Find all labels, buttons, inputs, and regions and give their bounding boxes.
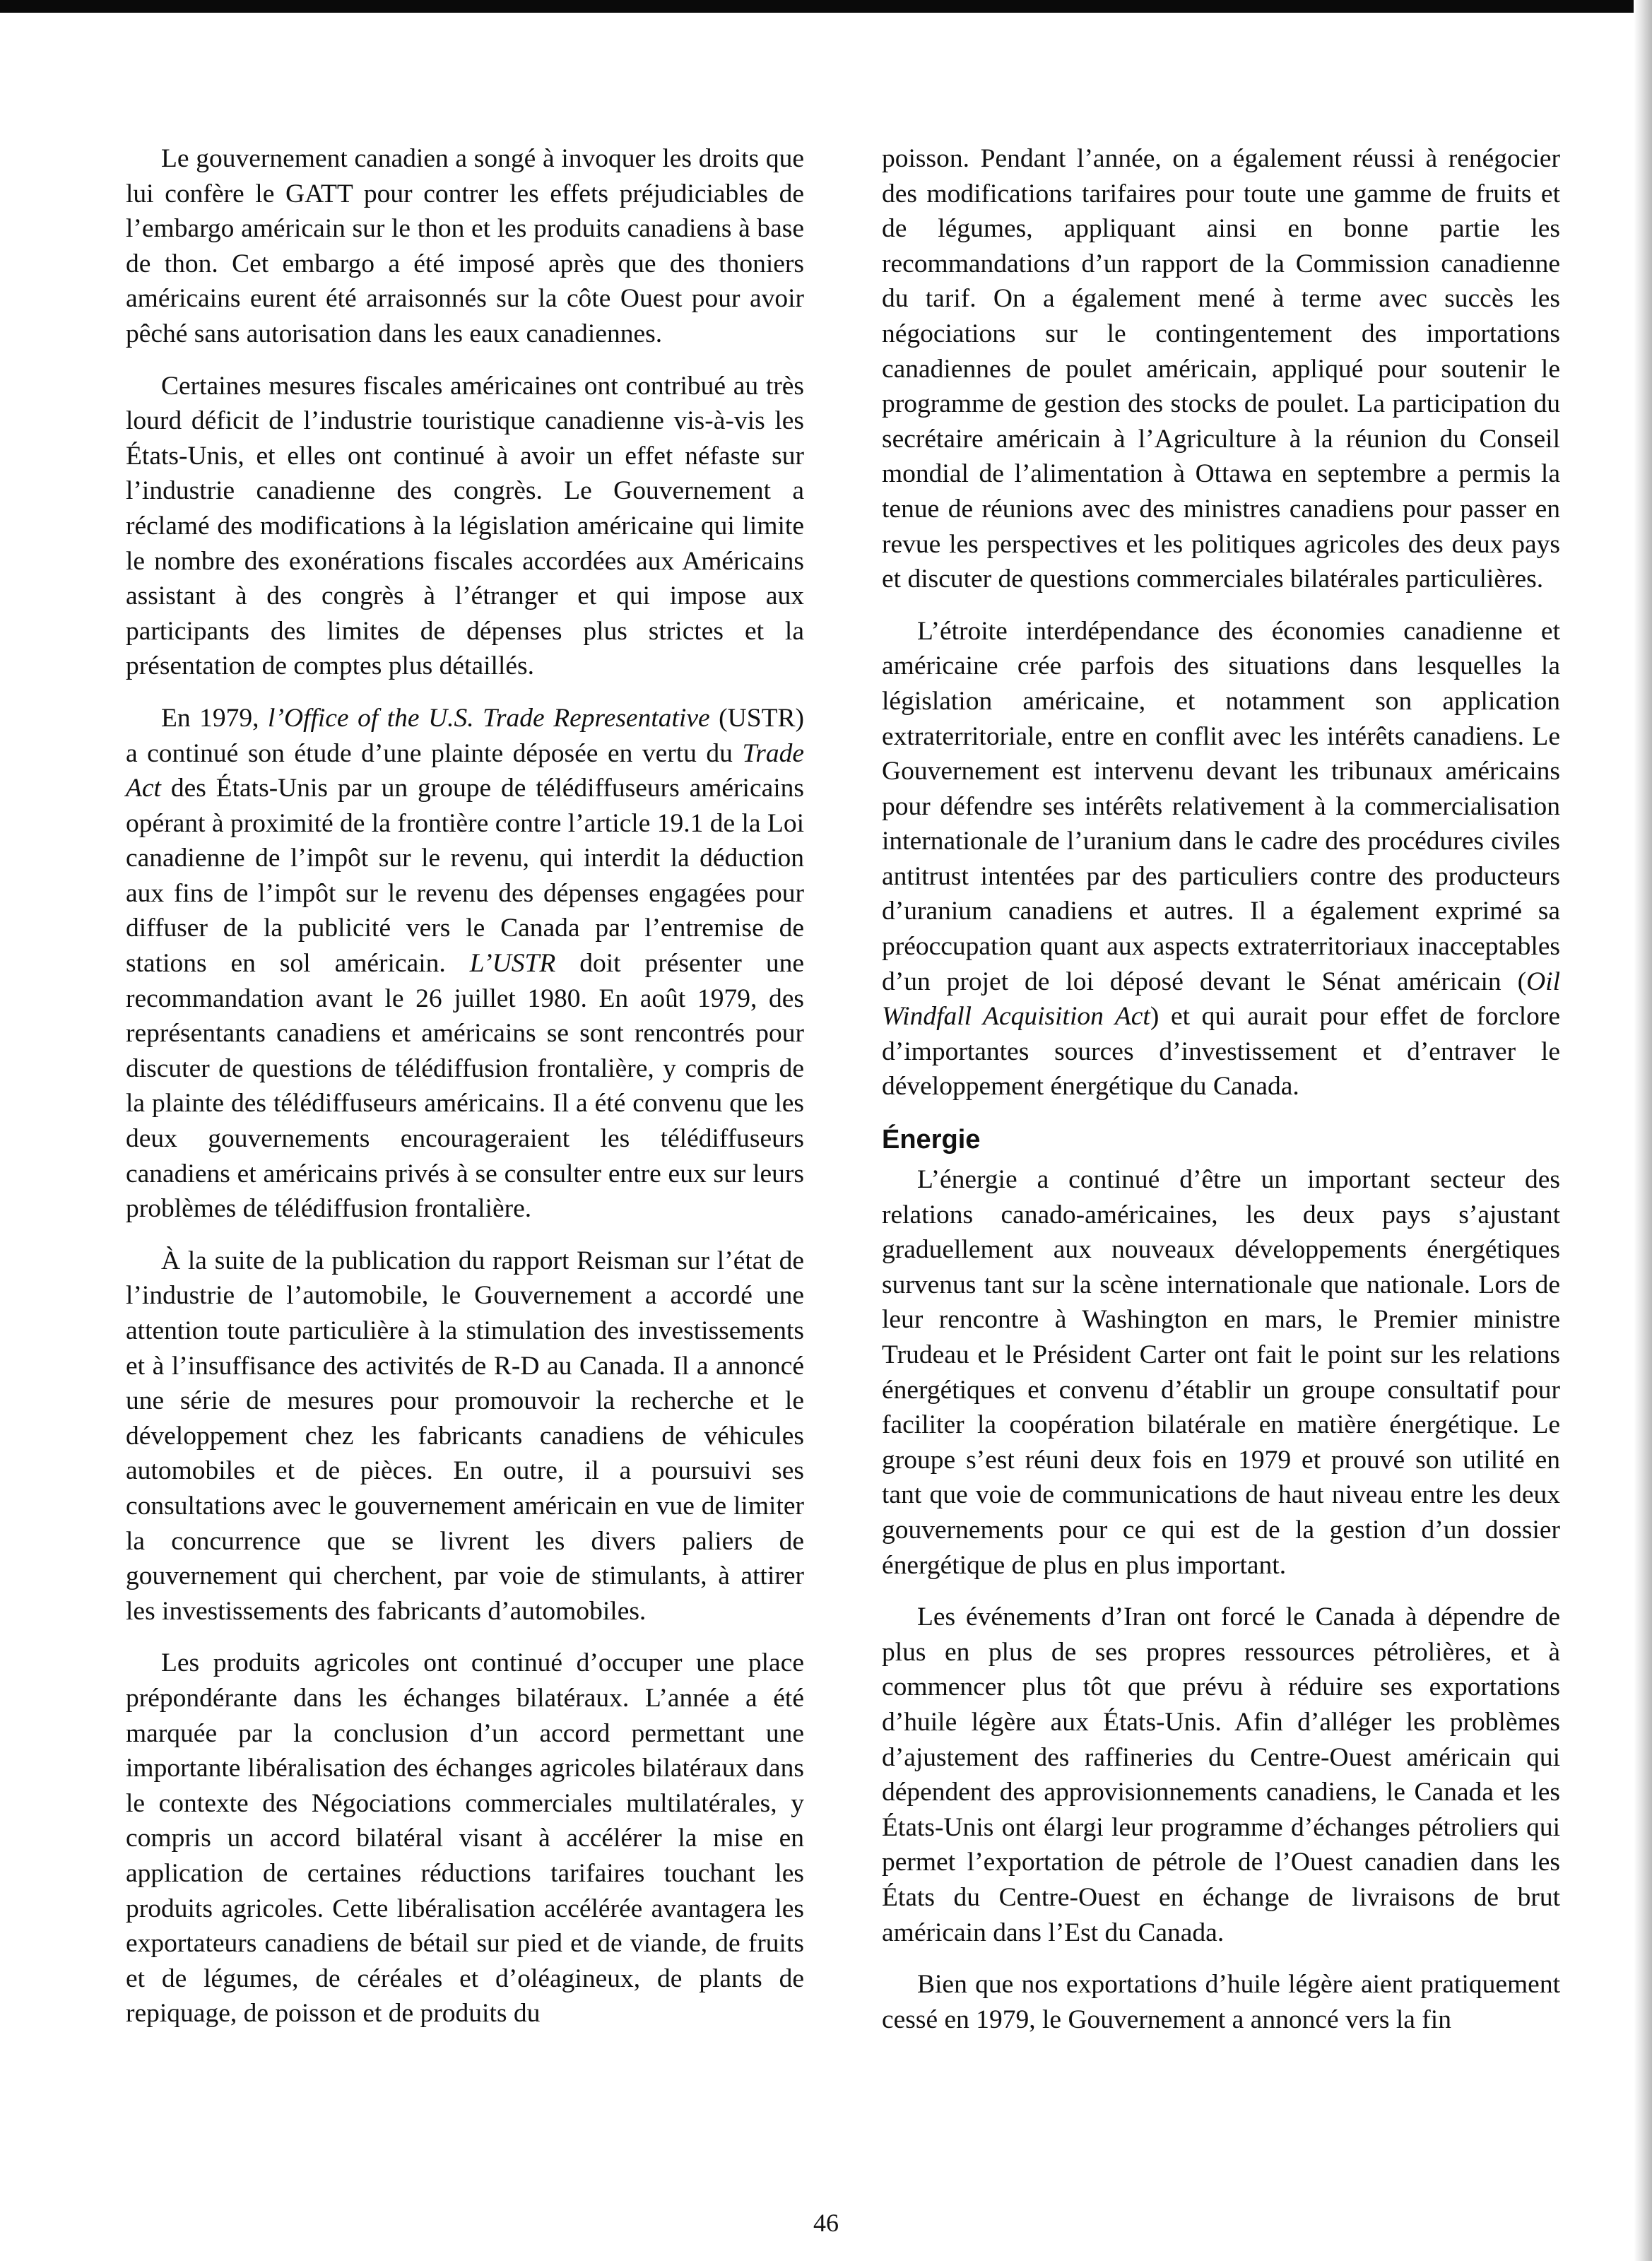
paragraph-extraterritoriality (882, 614, 1560, 1104)
paragraph-tax-measures: Certaines mesures fiscales américaines ont contribué au très lourd déficit de l’industrie touristique canadienne vis-à-vis les États-Unis, et elles ont continué à avoir un effet néfaste sur l’industrie canadienne des congrès. Le Gouvernement a réclamé des modifications à la législation américaine qui limite le nombre des exonérations fiscales accordées aux Américains assistant à des congrès à l’étranger et qui impose aux participants des limites de dépenses plus strictes et la présentation de comptes plus détaillés. (126, 371, 804, 681)
italic-run: l’Office of the U.S. Trade Representative (268, 703, 710, 733)
text-run: des États-Unis par un groupe de télédiffuseurs américains opérant à proximité de la frontière contre l’article 19.1 de la Loi canadienne de l’impôt sur le revenu, qui interdit la déduction aux fins de l’impôt sur le revenu des dépenses engagées pour diffuser de la publicité vers le Canada par l’entremise de stations en sol américain. (126, 774, 805, 979)
section-heading-energie: Énergie (882, 1125, 981, 1155)
text-run: (USTR) a continué son étude d’une plainte déposée en vertu du (126, 703, 804, 768)
paragraph-light-oil-exports: Bien que nos exportations d’huile légère aient pratiquement cessé en 1979, le Gouvernement a annoncé vers la fin (882, 1970, 1560, 2034)
right-column (882, 141, 1560, 2054)
text-run: En 1979, (161, 703, 269, 733)
italic-run: Oil Windfall Acquisition Act (882, 967, 1560, 1032)
text-run: L’étroite interdépendance des économies canadienne et américaine crée parfois des situations dans lesquelles la législation américaine, et notamment son application extraterritoriale, entre en conflit avec les intérêts canadiens. Le Gouvernement est intervenu devant les tribunaux américains pour défendre ses intérêts relativement à la commercialisation internationale de l’uranium dans le cadre des procédures civiles antitrust intentées par des particuliers contre des producteurs d’uranium canadiens et autres. Il a également exprimé sa préoccupation quant aux aspects extraterritoriaux inacceptables d’un projet de loi déposé devant le Sénat américain ( (882, 616, 1560, 996)
scan-top-edge (0, 0, 1652, 13)
paragraph-iran-events: Les événements d’Iran ont forcé le Canada à dépendre de plus en plus de ses propres ressources pétrolières, et à commencer plus tôt que prévu à réduire ses exportations d’huile légère aux États-Unis. Afin d’alléger les problèmes d’ajustement des raffineries du Centre-Ouest américain qui dépendent des approvisionnements canadiens, le Canada et les États-Unis ont élargi leur programme d’échanges pétroliers qui permet l’exportation de pétrole de l’Ouest canadien dans les États du Centre-Ouest en échange de livraisons de brut américain dans l’Est du Canada. (882, 1602, 1560, 1947)
scan-right-edge (1634, 0, 1652, 2261)
paragraph-ustr (126, 701, 804, 1227)
text-run: ) et qui aurait pour effet de forclore d’importantes sources d’investissement et d’entraver le développement énergétique du Canada. (882, 1002, 1560, 1102)
italic-run: Trade Act (126, 738, 804, 803)
paragraph-automobile: À la suite de la publication du rapport Reisman sur l’état de l’industrie de l’automobile, le Gouvernement a accordé une attention toute particulière à la stimulation des investissements et à l’insuffisance des activités de R-D au Canada. Il a annoncé une série de mesures pour promouvoir la recherche et le développement chez les fabricants canadiens de véhicules automobiles et de pièces. En outre, il a poursuivi ses consultations avec le gouvernement américain en vue de limiter la concurrence que se livrent les divers paliers de gouvernement qui cherchent, par voie de stimulants, à attirer les investissements des fabricants d’automobiles. (126, 1246, 804, 1626)
text-run: doit présenter une recommandation avant le 26 juillet 1980. En août 1979, des représentants canadiens et américains se sont rencontrés pour discuter de questions de télédiffusion frontalière, y compris de la plainte des télédiffuseurs américains. Il a été convenu que les deux gouvernements encourageraient les télédiffuseurs canadiens et américains privés à se consulter entre eux sur leurs problèmes de télédiffusion frontalière. (126, 949, 804, 1224)
paragraph-tuna-embargo: Le gouvernement canadien a songé à invoquer les droits que lui confère le GATT pour contrer les effets préjudiciables de l’embargo américain sur le thon et les produits canadiens à base de thon. Cet embargo a été imposé après que des thoniers américains eurent été arraisonnés sur la côte Ouest pour avoir pêché sans autorisation dans les eaux canadiennes. (126, 144, 804, 348)
italic-run: L’USTR (469, 949, 556, 979)
page-number: 46 (813, 2209, 839, 2237)
paragraph-agriculture: Les produits agricoles ont continué d’occuper une place prépondérante dans les échanges bilatéraux. L’année a été marquée par la conclusion d’un accord permettant une importante libéralisation des échanges agricoles bilatéraux dans le contexte des Négociations commerciales multilatérales, y compris un accord bilatéral visant à accélérer la mise en application de certaines réductions tarifaires touchant les produits agricoles. Cette libéralisation accélérée avantagera les exportateurs canadiens de bétail sur pied et de viande, de fruits et de légumes, de céréales et d’oléagineux, de plants de repiquage, de poisson et de produits du (126, 1648, 804, 2029)
left-column (126, 141, 804, 2048)
paragraph-agriculture-continued: poisson. Pendant l’année, on a également réussi à renégocier des modifications tarifaires pour toute une gamme de fruits et de légumes, appliquant ainsi en bonne partie les recommandations d’un rapport de la Commission canadienne du tarif. On a également mené à terme avec succès les négociations sur le contingentement des importations canadiennes de poulet américain, appliqué pour soutenir le programme de gestion des stocks de poulet. La participation du secrétaire américain à l’Agriculture à la réunion du Conseil mondial de l’alimentation à Ottawa en septembre a permis la tenue de réunions avec des ministres canadiens pour passer en revue les perspectives et les politiques agricoles des deux pays et discuter de questions commerciales bilatérales particulières. (882, 144, 1560, 594)
paragraph-energy-relations: L’énergie a continué d’être un important secteur des relations canado-américaines, les deux pays s’ajustant graduellement aux nouveaux développements énergétiques survenus tant sur la scène internationale que nationale. Lors de leur rencontre à Washington en mars, le Premier ministre Trudeau et le Président Carter ont fait le point sur les relations énergétiques et convenu d’établir un groupe consultatif pour faciliter la coopération bilatérale en matière énergétique. Le groupe s’est réuni deux fois en 1979 et prouvé son utilité en tant que voie de communications de haut niveau entre les deux gouvernements pour ce qui est de la gestion d’un dossier énergétique de plus en plus important. (882, 1165, 1560, 1580)
